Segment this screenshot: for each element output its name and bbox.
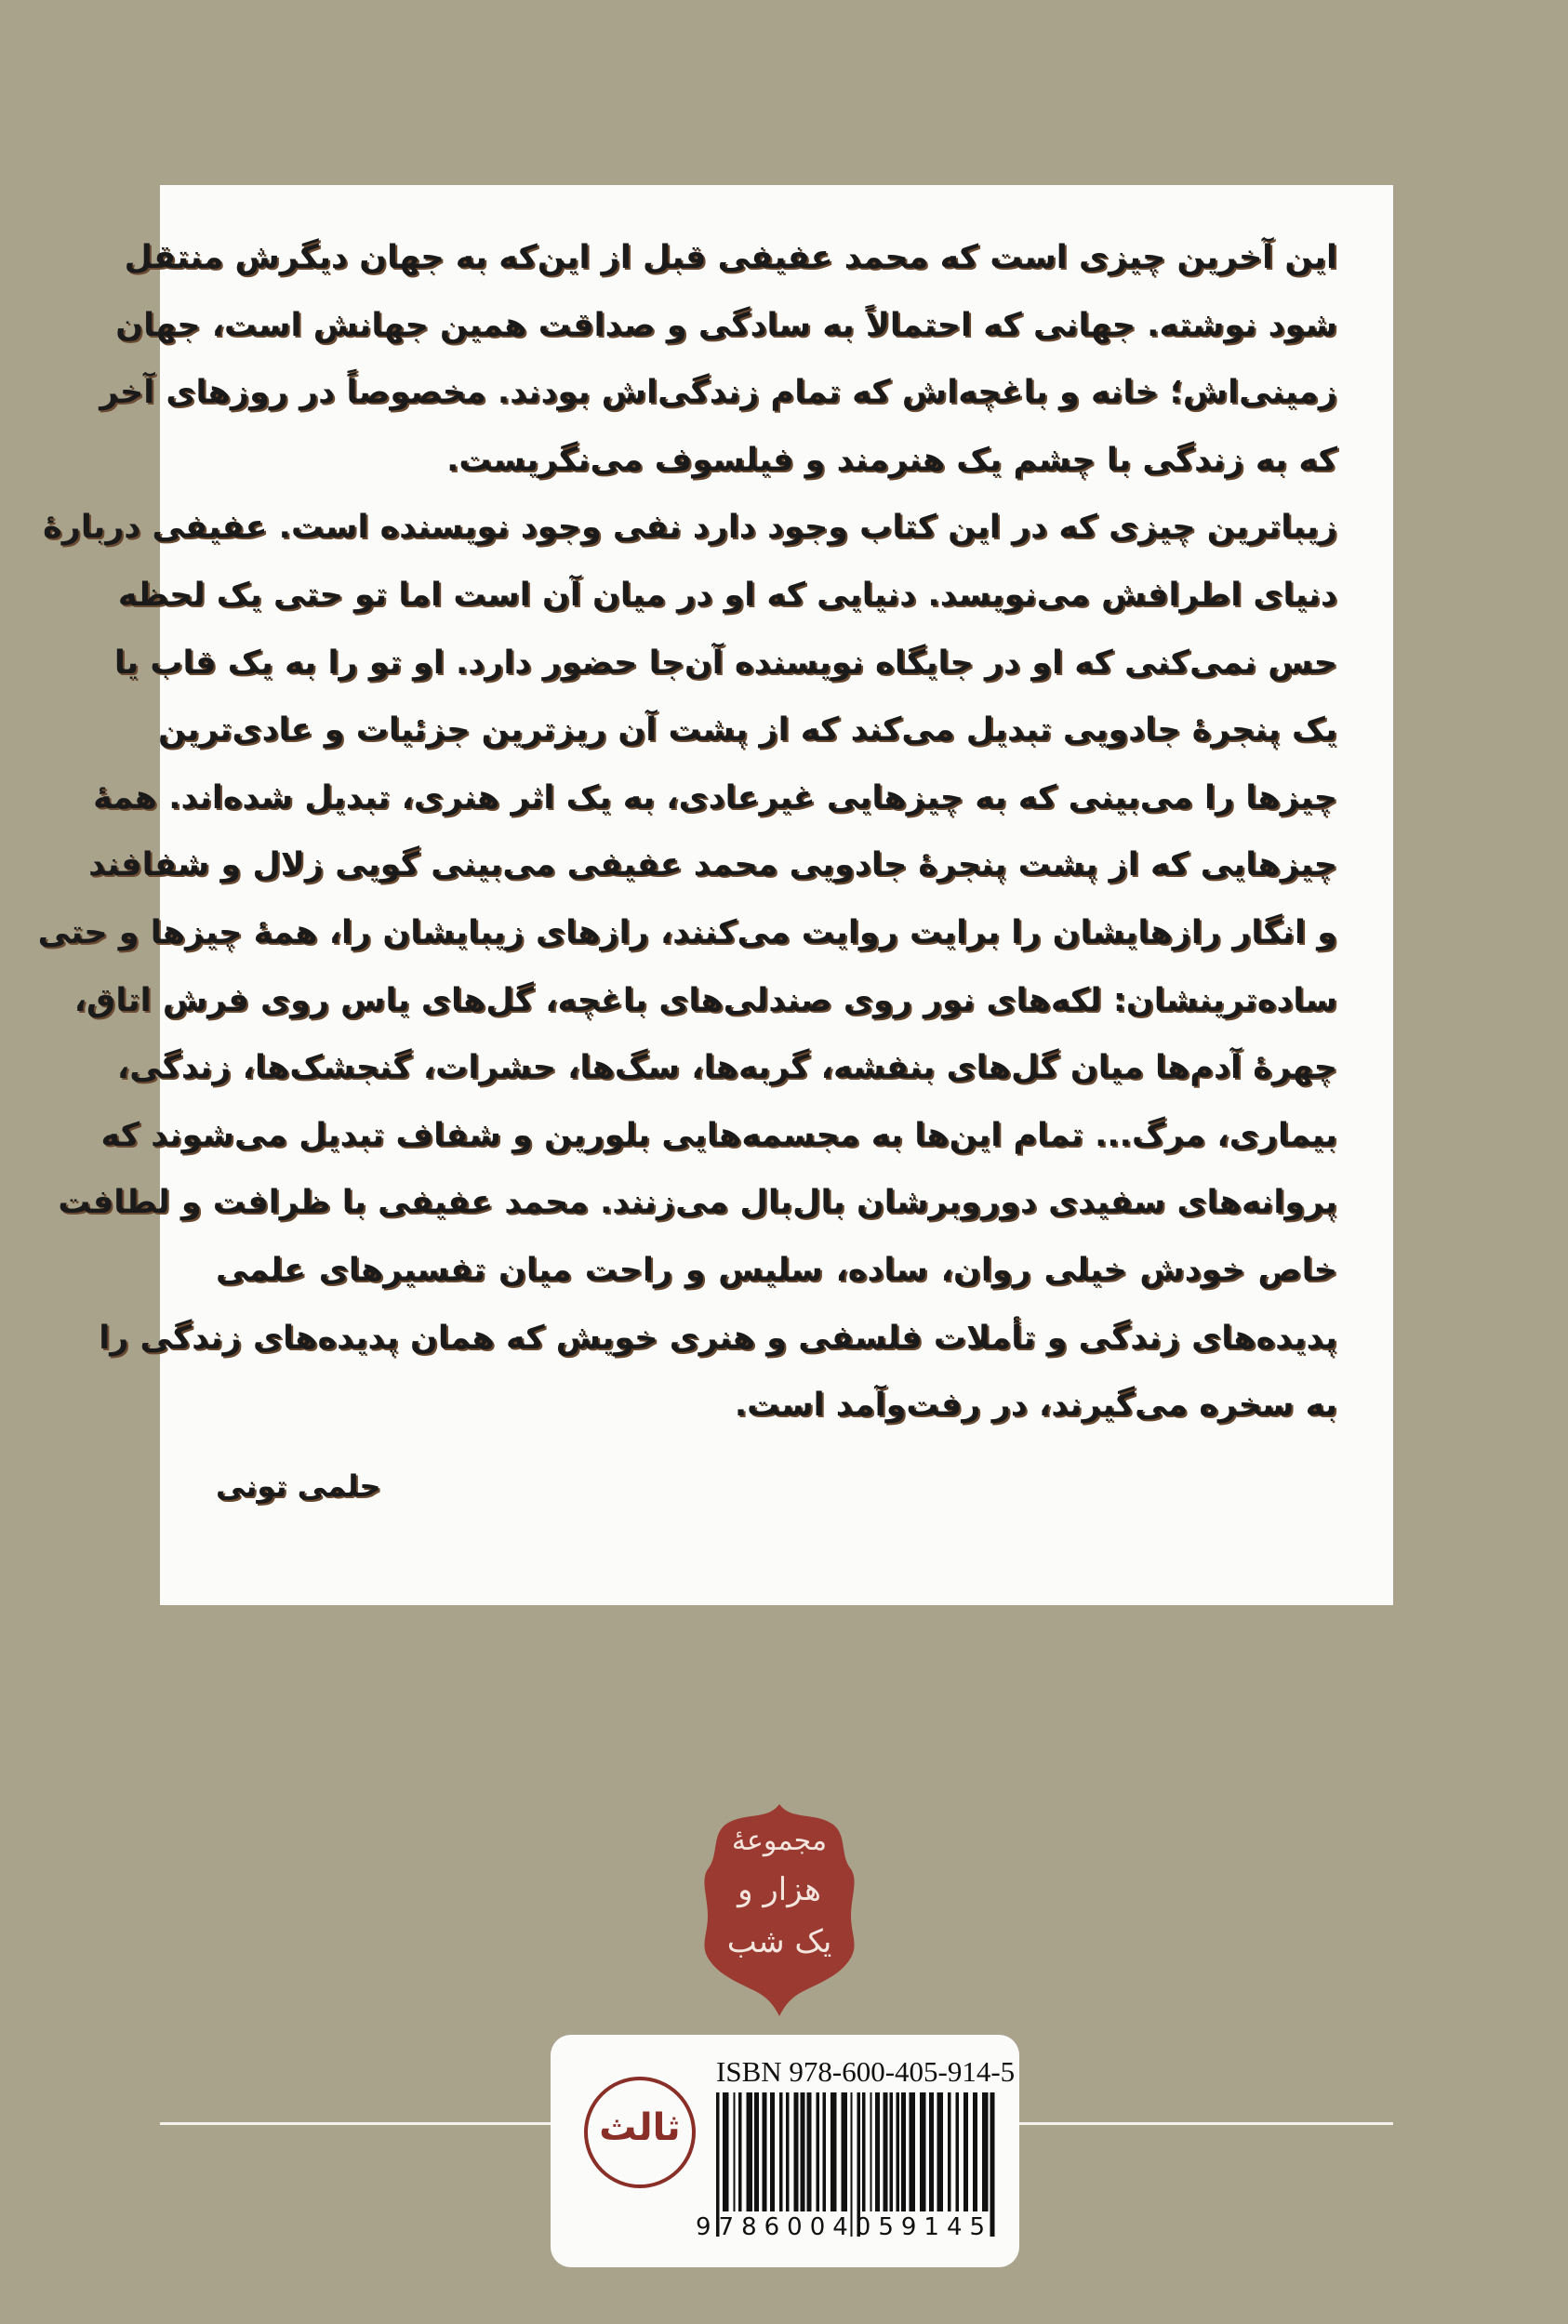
barcode-bar (948, 2092, 951, 2211)
blurb-line: این آخرین چیزی است که محمد عفیفی قبل از این‌که به جهان دیگرش منتقل (124, 239, 1337, 276)
barcode-bar (875, 2092, 880, 2211)
barcode-bar (786, 2092, 790, 2211)
barcode-bar (929, 2092, 934, 2211)
barcode-bar (763, 2092, 767, 2211)
publisher-logo-text: ثالث (599, 2106, 681, 2149)
barcode-bar (870, 2092, 872, 2211)
barcode-bar (734, 2092, 736, 2211)
barcode-bar (956, 2092, 960, 2211)
barcode-bar (779, 2092, 783, 2211)
series-logo-line3: یک شب (726, 1923, 832, 1960)
blurb-line: چیزهایی که از پشت پنجرۀ جادویی محمد عفیفی می‌بینی گویی زلال و شفافند (88, 846, 1337, 884)
blurb-line: زمینی‌اش؛ خانه و باغچه‌اش که تمام زندگی‌اش بودند. مخصوصاً در روزهای آخر (100, 374, 1337, 412)
blurb-line: پدیده‌های زندگی و تأملات فلسفی و هنری خویش که همان پدیده‌های زندگی را (99, 1319, 1337, 1357)
blurb-line: خاص خودش خیلی روان، ساده، سلیس و راحت میان تفسیرهای علمی (216, 1251, 1337, 1289)
barcode-digits: 9786004059145 (696, 2213, 993, 2241)
barcode-bar (901, 2092, 906, 2211)
blurb-line: به سخره می‌گیرند، در رفت‌وآمد است. (734, 1387, 1337, 1425)
barcode-bar (842, 2092, 848, 2211)
blurb-line: دنیای اطرافش می‌نویسد. دنیایی که او در میان آن است اما تو حتی یک لحظه (117, 576, 1337, 614)
publisher-logo (584, 2077, 696, 2188)
blurb-line: چهرۀ آدم‌ها میان گل‌های بنفشه، گربه‌ها، سگ‌ها، حشرات، گنجشک‌ها، زندگی، (116, 1049, 1337, 1087)
barcode-bar (982, 2092, 989, 2211)
blurb-line: شود نوشته. جهانی که احتمالاً به سادگی و صداقت همین جهانش است، جهان (115, 306, 1337, 344)
blurb-line: زیباترین چیزی که در این کتاب وجود دارد نفی وجود نویسنده است. عفیفی دربارۀ (43, 509, 1337, 547)
barcode-bar (890, 2092, 894, 2211)
barcode-bar (770, 2092, 775, 2211)
isbn-text: ISBN 978-600-405-914-5 (716, 2055, 1016, 2088)
blurb-line: که به زندگی با چشم یک هنرمند و فیلسوف می‌نگریست. (446, 441, 1337, 479)
blurb-panel (37, 185, 1393, 1605)
barcode-bar (973, 2092, 977, 2211)
barcode-bar (862, 2092, 866, 2211)
barcode-bar (910, 2092, 916, 2211)
barcode-bar (817, 2092, 820, 2211)
blurb-line: بیماری، مرگ... تمام این‌ها به مجسمه‌هایی بلورین و شفاف تبدیل می‌شوند که (100, 1116, 1337, 1154)
barcode-bar (738, 2092, 742, 2211)
barcode-bar (794, 2092, 799, 2211)
barcode-bar (920, 2092, 926, 2211)
blurb-line: و انگار رازهایشان را برایت روایت می‌کنند، رازهای زیبایشان را، همۀ چیزها و حتی (37, 913, 1337, 951)
barcode-bar (807, 2092, 812, 2211)
barcode-bar (897, 2092, 900, 2211)
barcode-bar (754, 2092, 759, 2211)
blurb-text (37, 224, 1337, 1440)
blurb-line: حس نمی‌کنی که او در جایگاه نویسنده آن‌جا حضور دارد. او تو را به یک قاب یا (113, 644, 1337, 682)
barcode-bar (723, 2092, 729, 2211)
blurb-line: پروانه‌های سفیدی دوروبرشان بال‌بال می‌زنند. محمد عفیفی با ظرافت و لطافت (58, 1184, 1337, 1222)
blurb-line: چیزها را می‌بینی که به چیزهایی غیرعادی، به یک اثر هنری، تبدیل شده‌اند. همۀ (93, 778, 1337, 817)
series-logo-line1: مجموعۀ (731, 1825, 828, 1857)
blurb-signature: حلمی تونی (216, 1468, 381, 1504)
barcode-bar (884, 2092, 888, 2211)
barcode-bar (747, 2092, 753, 2211)
barcode-bar (963, 2092, 968, 2211)
blurb-line: ساده‌ترینشان: لکه‌های نور روی صندلی‌های باغچه، گل‌های یاس روی فرش اتاق، (73, 981, 1337, 1019)
blurb-line: یک پنجرۀ جادویی تبدیل می‌کند که از پشت آن ریزترین جزئیات و عادی‌ترین (157, 711, 1337, 750)
series-logo (702, 1804, 857, 2016)
barcode-bar (937, 2092, 944, 2211)
isbn-label (551, 2035, 1019, 2267)
barcode-bar (831, 2092, 837, 2211)
barcode-bar (801, 2092, 805, 2211)
barcode-bar (823, 2092, 827, 2211)
series-logo-line2: هزار و (737, 1871, 821, 1908)
